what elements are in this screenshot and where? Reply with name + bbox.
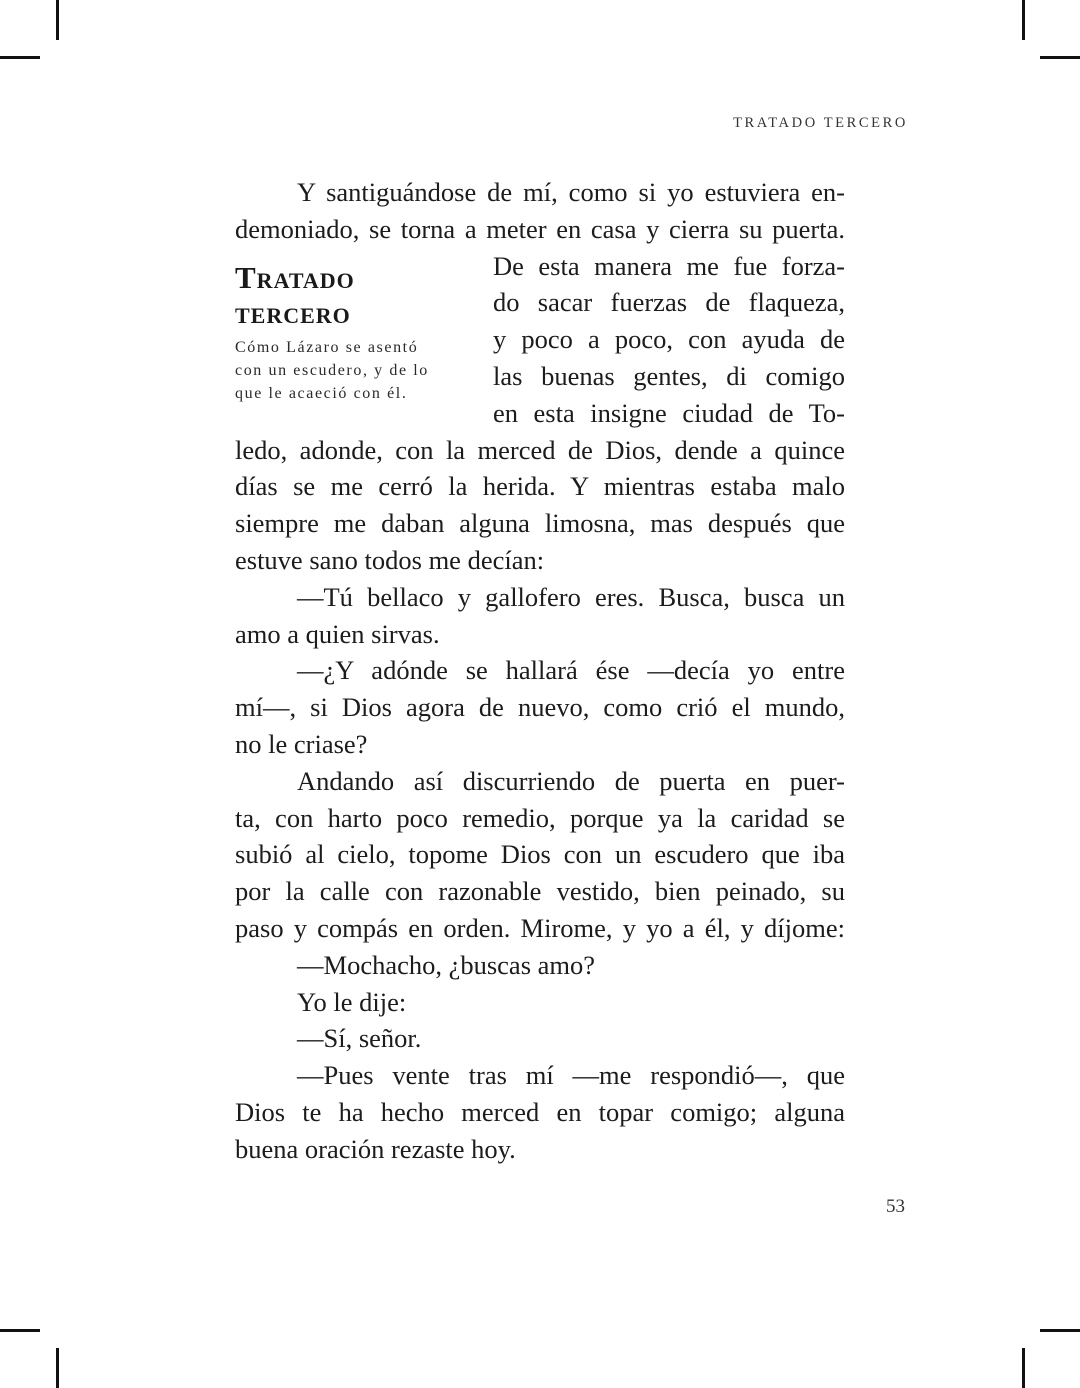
crop-mark-bottom-right-vertical [1022,1348,1025,1388]
crop-mark-top-left-vertical [56,0,59,40]
paragraph-dialogue-3 [235,947,845,984]
text-line: —Mochacho, ¿buscas amo? [297,949,596,980]
chapter-title [235,260,493,330]
chapter-summary-line: con un escudero, y de lo [235,361,429,379]
paragraph-dialogue-2 [235,652,845,762]
text-line: no le criase? [235,728,368,759]
chapter-summary [235,336,493,405]
crop-mark-bottom-right-horizontal [1040,1329,1080,1332]
text-line: estuve sano todos me decían: [235,544,545,575]
text-line: —¿Y adónde se hallará ése —decía yo entre [297,655,845,686]
text-line: mí—, si Dios agora de nuevo, como crió el mundo, [235,692,845,723]
text-line: —Pues vente tras mí —me respondió—, que [297,1060,845,1091]
crop-mark-top-right-horizontal [1040,56,1080,59]
chapter-opening [235,248,845,432]
page-body [235,174,845,1168]
chapter-summary-line: que le acaeció con él. [235,384,408,402]
text-line: las buenas gentes, di comigo [493,360,845,391]
text-line: Dios te ha hecho merced en topar comigo; alguna [235,1096,845,1127]
opening-paragraph [235,174,845,248]
text-line: en esta insigne ciudad de To- [493,397,845,428]
text-line: De esta manera me fue forza- [493,250,845,281]
text-line: ta, con harto poco remedio, porque ya la caridad se [235,802,845,833]
text-line: demoniado, se torna a meter en casa y cierra su puerta. [235,213,845,244]
text-line: —Sí, señor. [297,1023,422,1054]
text-line: Y santiguándose de mí, como si yo estuviera en- [297,177,845,207]
paragraph-narrative [235,763,845,947]
text-line: amo a quien sirvas. [235,618,440,649]
crop-mark-top-left-horizontal [0,56,40,59]
chapter-summary-line: Cómo Lázaro se asentó [235,338,419,356]
text-line: por la calle con razonable vestido, bien peinado, su [235,876,845,907]
paragraph-narrative-2 [235,984,845,1021]
text-line: —Tú bellaco y gallofero eres. Busca, busca un [297,581,845,612]
crop-mark-bottom-left-vertical [56,1348,59,1388]
text-line: siempre me daban alguna limosna, mas después que [235,508,845,539]
text-line: Andando así discurriendo de puerta en puer- [297,765,845,796]
crop-mark-top-right-vertical [1022,0,1025,40]
chapter-heading-box [235,248,493,405]
paragraph-dialogue-4 [235,1020,845,1057]
running-head: TRATADO TERCERO [733,115,908,131]
text-line: días se me cerró la herida. Y mientras estaba malo [235,471,845,502]
wrapped-text [493,248,845,432]
text-line: paso y compás en orden. Mirome, y yo a él, y díjome: [235,912,845,943]
paragraph-dialogue-5 [235,1057,845,1167]
text-line: subió al cielo, topome Dios con un escudero que iba [235,839,845,870]
chapter-title-line: tercero [235,294,351,330]
continuation-paragraph [235,432,845,579]
text-line: do sacar fuerzas de flaqueza, [493,287,845,318]
text-line: buena oración rezaste hoy. [235,1133,516,1164]
text-line: y poco a poco, con ayuda de [493,324,845,355]
chapter-title-line: Tratado [235,259,355,295]
crop-mark-bottom-left-horizontal [0,1329,40,1332]
paragraph-dialogue-1 [235,579,845,653]
text-line: ledo, adonde, con la merced de Dios, dende a quince [235,434,845,465]
page-number: 53 [886,1196,905,1217]
text-line: Yo le dije: [297,986,407,1017]
